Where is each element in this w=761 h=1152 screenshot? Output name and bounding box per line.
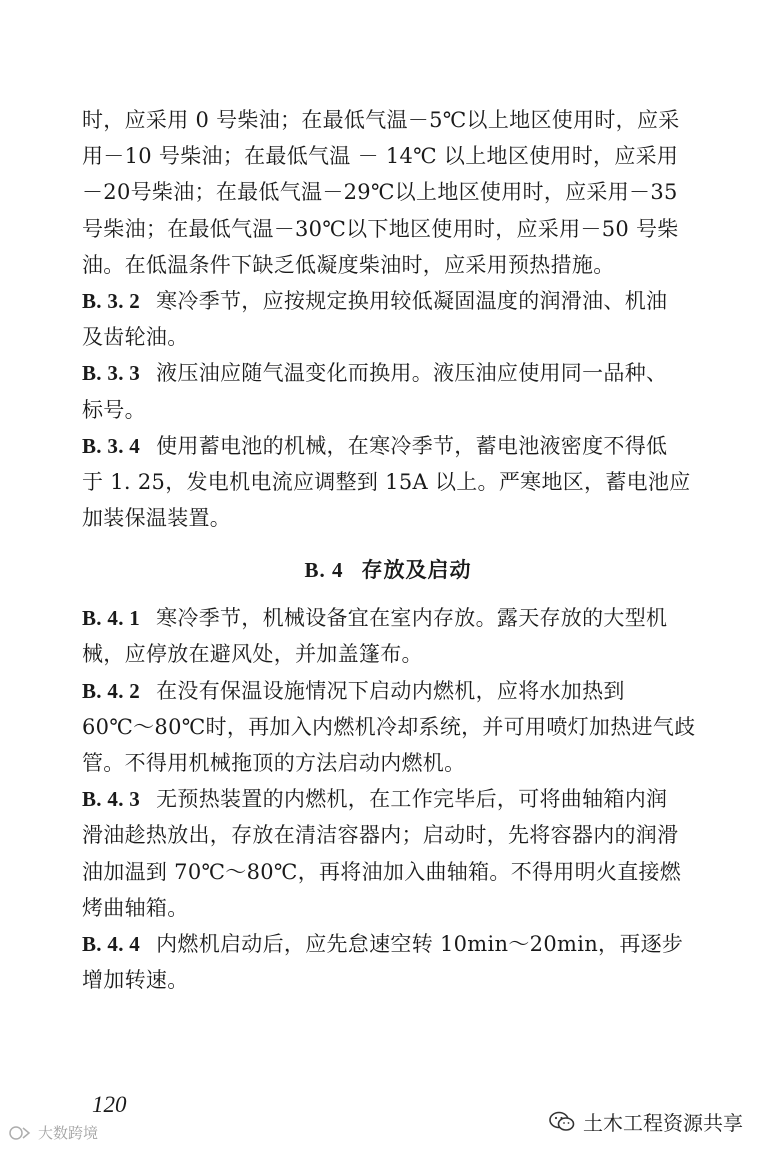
clause-text: 烤曲轴箱。 [82, 895, 189, 920]
clause-number: B. 4. 4 [82, 931, 141, 956]
clause-text: 使用蓄电池的机械，在寒冷季节，蓄电池液密度不得低 [156, 433, 668, 458]
text-line: 用－10 号柴油；在最低气温 － 14℃ 以上地区使用时，应采用 [82, 144, 679, 169]
text-line: －20号柴油；在最低气温－29℃以上地区使用时，应采用－35 [82, 180, 678, 205]
page-content [82, 102, 694, 998]
clause-text: 无预热装置的内燃机，在工作完毕后，可将曲轴箱内润 [156, 787, 668, 812]
paragraph-intro [82, 102, 694, 283]
clause-b-3-4 [82, 428, 694, 537]
clause-b-4-1 [82, 600, 694, 672]
clause-text: 械，应停放在避风处，并加盖篷布。 [82, 642, 423, 667]
clause-number: B. 3. 3 [82, 361, 141, 386]
clause-number: B. 3. 4 [82, 433, 141, 458]
clause-b-4-3 [82, 781, 694, 926]
clause-text: 内燃机启动后，应先怠速空转 10min～20min，再逐步 [156, 931, 684, 956]
watermark-wechat [549, 1107, 743, 1136]
clause-text: 管。不得用机械拖顶的方法启动内燃机。 [82, 751, 466, 775]
text-line: 油。在低温条件下缺乏低凝度柴油时，应采用预热措施。 [82, 252, 615, 277]
text-line: 号柴油；在最低气温－30℃以下地区使用时，应采用－50 号柴 [82, 216, 679, 241]
clause-text: 加装保温装置。 [82, 506, 232, 531]
section-title: 存放及启动 [361, 557, 472, 583]
clause-number: B. 3. 2 [82, 288, 141, 313]
clause-text: 液压油应随气温变化而换用。液压油应使用同一品种、 [156, 361, 668, 386]
clause-text: 增加转速。 [82, 968, 189, 993]
clause-text: 寒冷季节，机械设备宜在室内存放。露天存放的大型机 [156, 606, 668, 631]
clause-b-3-3 [82, 355, 694, 427]
page-number: 120 [92, 1092, 127, 1117]
watermark-text: 土木工程资源共享 [583, 1111, 743, 1135]
section-heading [82, 554, 694, 584]
logo-icon [8, 1124, 34, 1142]
clause-text: 及齿轮油。 [82, 325, 189, 350]
clause-b-4-4 [82, 926, 694, 998]
clause-text: 60℃～80℃时，再加入内燃机冷却系统，并可用喷灯加热进气歧 [82, 714, 696, 739]
clause-text: 滑油趁热放出，存放在清洁容器内；启动时，先将容器内的润滑 [82, 823, 679, 848]
section-number: B. 4 [304, 558, 344, 583]
clause-text: 在没有保温设施情况下启动内燃机，应将水加热到 [156, 678, 625, 703]
clause-b-3-2 [82, 283, 694, 355]
clause-number: B. 4. 2 [82, 678, 141, 703]
clause-text: 油加温到 70℃～80℃，再将油加入曲轴箱。不得用明火直接燃 [82, 859, 682, 884]
watermark-logo [8, 1122, 98, 1143]
watermark-text: 大数跨境 [38, 1124, 99, 1142]
wechat-icon [549, 1111, 575, 1133]
clause-text: 标号。 [82, 397, 146, 422]
clause-number: B. 4. 1 [82, 606, 141, 631]
clause-b-4-2 [82, 673, 694, 782]
clause-number: B. 4. 3 [82, 787, 141, 812]
text-line: 时，应采用 0 号柴油；在最低气温－5℃以上地区使用时，应采 [82, 108, 680, 132]
clause-text: 寒冷季节，应按规定换用较低凝固温度的润滑油、机油 [156, 288, 668, 313]
clause-text: 于 1. 25，发电机电流应调整到 15A 以上。严寒地区，蓄电池应 [82, 469, 691, 494]
